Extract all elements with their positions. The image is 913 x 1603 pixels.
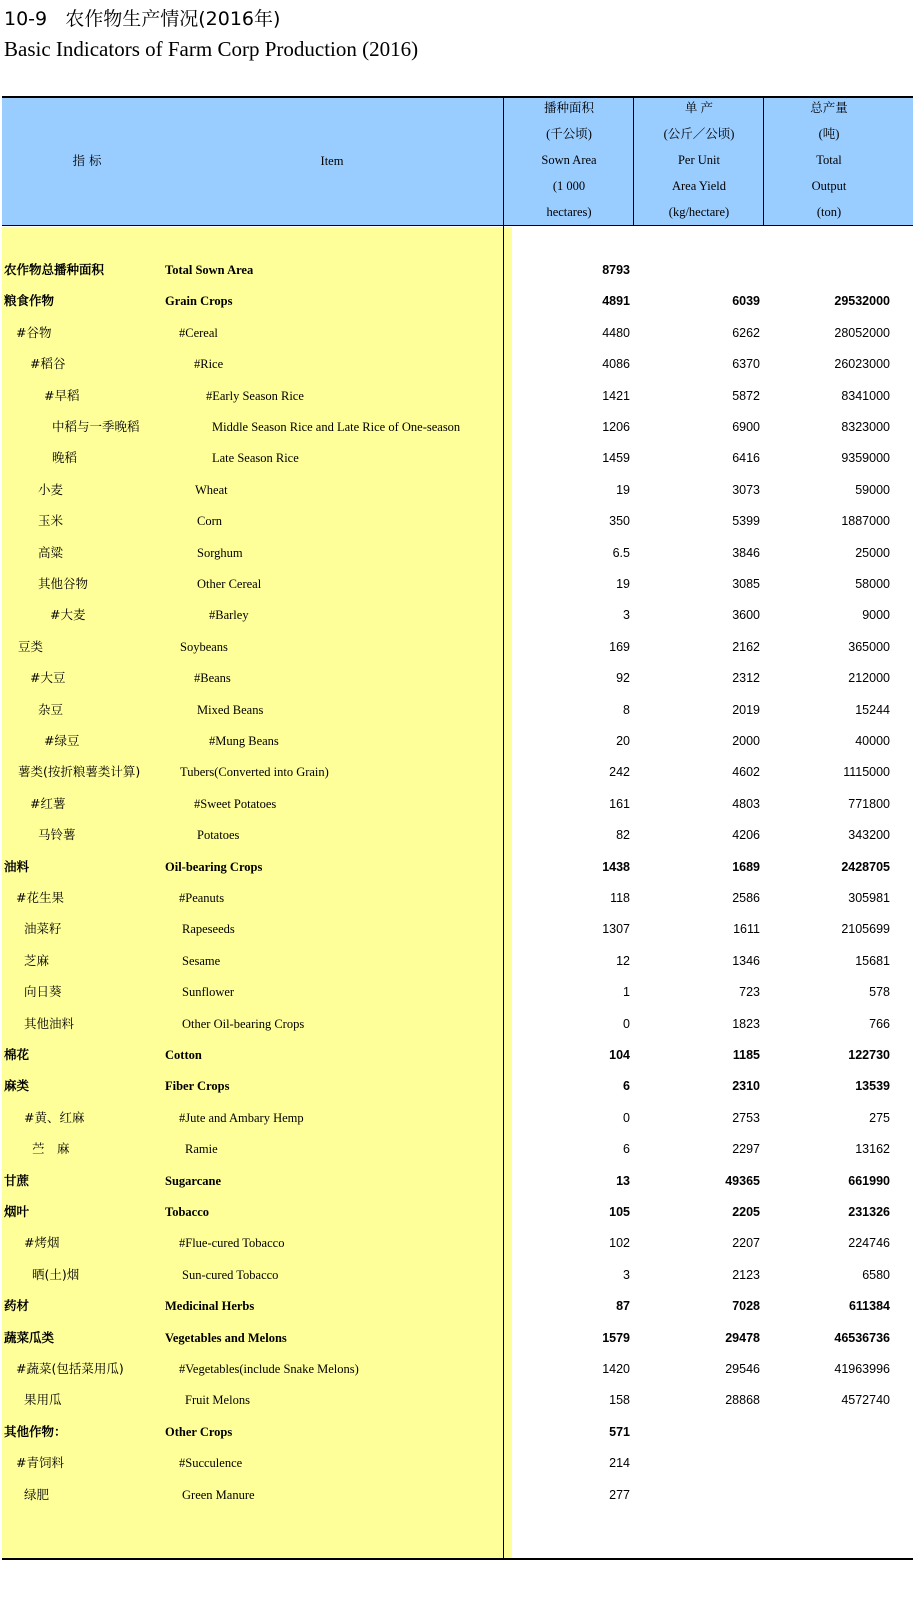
row-label-cn: 粮食作物 — [4, 293, 55, 309]
table-row — [0, 976, 913, 1008]
row-unit-yield: 6262 — [732, 325, 760, 340]
row-label-cn: #大豆 — [30, 670, 66, 686]
row-label-en: Other Crops — [165, 1424, 233, 1439]
table-row — [0, 411, 913, 443]
row-label-cn: 其他油料 — [24, 1015, 75, 1031]
row-unit-yield: 3846 — [732, 545, 760, 560]
row-total-output: 59000 — [855, 482, 890, 497]
table-row — [0, 1102, 913, 1134]
row-label-cn: #早稻 — [44, 387, 80, 403]
row-unit-yield: 2310 — [732, 1079, 760, 1094]
row-sown-area: 1459 — [602, 451, 630, 466]
table-row — [0, 317, 913, 349]
header-total-output: 总产量 (吨) Total Output (ton) — [810, 101, 848, 219]
row-label-en: #Flue-cured Tobacco — [179, 1236, 285, 1251]
row-total-output: 1115000 — [843, 765, 890, 780]
row-label-cn: 其他作物： — [4, 1423, 67, 1439]
table-row — [0, 819, 913, 851]
row-total-output: 224746 — [848, 1236, 890, 1251]
row-label-en: #Vegetables(include Snake Melons) — [179, 1362, 359, 1376]
row-unit-yield: 1689 — [732, 859, 760, 874]
table-row — [0, 1070, 913, 1102]
row-total-output: 122730 — [848, 1048, 890, 1062]
row-label-cn: 棉花 — [4, 1047, 30, 1062]
row-label-cn: 麻类 — [4, 1078, 30, 1094]
row-sown-area: 4480 — [602, 325, 630, 340]
row-label-cn: 中稻与一季晚稻 — [52, 419, 140, 434]
row-label-en: Grain Crops — [165, 294, 233, 309]
row-label-en: #Beans — [194, 671, 231, 686]
row-unit-yield: 1346 — [732, 953, 760, 968]
row-sown-area: 1579 — [602, 1330, 630, 1345]
row-label-cn: 薯类(按折粮薯类计算) — [18, 764, 141, 780]
row-label-en: Green Manure — [182, 1487, 255, 1502]
row-unit-yield: 6370 — [732, 357, 760, 372]
table-row — [0, 442, 913, 474]
row-total-output: 25000 — [855, 545, 890, 560]
row-label-cn: 果用瓜 — [24, 1392, 62, 1408]
row-unit-yield: 723 — [739, 985, 760, 1000]
row-total-output: 13539 — [855, 1079, 890, 1094]
row-sown-area: 6.5 — [612, 545, 630, 560]
row-total-output: 8341000 — [841, 388, 890, 403]
row-label-en: Sugarcane — [165, 1173, 222, 1188]
row-unit-yield: 2000 — [732, 734, 760, 748]
row-total-output: 771800 — [848, 796, 890, 811]
row-unit-yield: 1185 — [732, 1048, 760, 1062]
row-unit-yield: 28868 — [725, 1393, 760, 1408]
row-label-cn: 玉米 — [38, 513, 64, 529]
row-total-output: 212000 — [848, 671, 890, 686]
row-total-output: 8323000 — [841, 420, 890, 434]
row-label-en: Sesame — [182, 953, 221, 968]
row-sown-area: 104 — [609, 1048, 630, 1062]
row-label-en: #Sweet Potatoes — [194, 796, 277, 811]
row-label-cn: 高粱 — [38, 544, 64, 560]
row-total-output: 275 — [869, 1110, 890, 1125]
table-row — [0, 1384, 913, 1416]
row-total-output: 13162 — [855, 1142, 890, 1157]
row-label-en: Sunflower — [182, 985, 235, 1000]
row-total-output: 661990 — [848, 1173, 890, 1188]
row-unit-yield: 2586 — [732, 891, 760, 905]
table-row — [0, 505, 913, 537]
table-row — [0, 1416, 913, 1448]
row-label-cn: 蔬菜瓜类 — [4, 1329, 55, 1345]
row-label-en: Medicinal Herbs — [165, 1299, 255, 1314]
row-sown-area: 571 — [609, 1424, 630, 1439]
row-unit-yield: 7028 — [732, 1299, 760, 1314]
row-total-output: 578 — [869, 985, 890, 1000]
row-label-cn: #烤烟 — [24, 1235, 60, 1251]
row-sown-area: 13 — [616, 1173, 630, 1188]
row-label-cn: #红薯 — [30, 795, 66, 811]
row-unit-yield: 4602 — [732, 765, 760, 780]
row-sown-area: 161 — [609, 796, 630, 811]
row-label-en: Corn — [197, 514, 222, 529]
row-unit-yield: 1823 — [732, 1016, 760, 1031]
row-unit-yield: 2312 — [732, 671, 760, 686]
row-label-cn: 药材 — [4, 1298, 30, 1314]
table-row — [0, 788, 913, 820]
row-total-output: 4572740 — [841, 1393, 890, 1408]
row-label-en: Total Sown Area — [165, 263, 254, 277]
row-label-cn: 晒(土)烟 — [32, 1266, 80, 1282]
row-total-output: 9000 — [862, 608, 890, 623]
row-unit-yield: 5872 — [732, 388, 760, 403]
row-label-cn: 油料 — [4, 858, 30, 874]
row-unit-yield: 2297 — [732, 1142, 760, 1157]
header-item-en: Item — [320, 154, 344, 168]
table-row — [0, 1447, 913, 1479]
row-total-output: 9359000 — [841, 451, 890, 466]
row-total-output: 40000 — [855, 734, 890, 748]
row-unit-yield: 2162 — [732, 639, 760, 654]
row-total-output: 2105699 — [841, 922, 890, 937]
table-row — [0, 851, 913, 883]
row-unit-yield: 29546 — [725, 1362, 760, 1376]
table-row — [0, 348, 913, 380]
row-label-en: Tobacco — [165, 1205, 209, 1219]
row-unit-yield: 6900 — [732, 420, 760, 434]
row-label-cn: #绿豆 — [44, 733, 80, 748]
row-sown-area: 4086 — [602, 357, 630, 372]
row-total-output: 15244 — [855, 702, 890, 717]
table-row — [0, 599, 913, 631]
row-unit-yield: 2205 — [732, 1205, 760, 1219]
row-total-output: 611384 — [848, 1299, 890, 1314]
table-row — [0, 1259, 913, 1291]
row-label-cn: #青饲料 — [16, 1455, 64, 1471]
row-label-en: Tubers(Converted into Grain) — [180, 765, 329, 780]
table-row — [0, 1008, 913, 1040]
table-row — [0, 1196, 913, 1228]
row-unit-yield: 2123 — [732, 1267, 760, 1282]
table-title-cn — [4, 4, 280, 31]
row-label-cn: 向日葵 — [24, 984, 62, 1000]
row-total-output: 15681 — [855, 953, 890, 968]
table-row — [0, 913, 913, 945]
row-sown-area: 92 — [616, 671, 630, 686]
row-label-en: Fruit Melons — [185, 1393, 250, 1408]
row-total-output: 28052000 — [834, 325, 890, 340]
row-label-cn: #蔬菜(包括菜用瓜) — [16, 1361, 124, 1376]
row-sown-area: 102 — [609, 1236, 630, 1251]
row-sown-area: 3 — [623, 1267, 630, 1282]
row-unit-yield: 2753 — [732, 1110, 760, 1125]
row-label-en: Rapeseeds — [182, 922, 235, 937]
row-sown-area: 6 — [623, 1142, 630, 1157]
row-sown-area: 1421 — [602, 388, 630, 403]
row-sown-area: 242 — [609, 765, 630, 780]
table-row — [0, 694, 913, 726]
row-sown-area: 19 — [616, 577, 630, 591]
row-total-output: 6580 — [862, 1267, 890, 1282]
table-row — [0, 1039, 913, 1071]
row-sown-area: 158 — [609, 1393, 630, 1408]
row-sown-area: 8 — [623, 702, 630, 717]
row-label-cn: 小麦 — [38, 481, 64, 497]
row-sown-area: 1307 — [602, 922, 630, 937]
row-label-cn: 苎 麻 — [32, 1141, 70, 1157]
row-sown-area: 277 — [609, 1487, 630, 1502]
row-unit-yield: 4206 — [732, 828, 760, 843]
row-sown-area: 4891 — [602, 294, 630, 309]
table-row — [0, 537, 913, 569]
row-label-en: Vegetables and Melons — [165, 1330, 287, 1345]
row-label-en: Wheat — [195, 482, 228, 497]
row-total-output: 766 — [869, 1016, 890, 1031]
header-indicator-cn: 指 标 — [72, 153, 102, 168]
row-label-en: #Succulence — [179, 1456, 243, 1471]
row-label-en: Late Season Rice — [212, 451, 299, 466]
row-unit-yield: 5399 — [732, 514, 760, 529]
row-unit-yield: 3073 — [732, 482, 760, 497]
row-label-en: #Early Season Rice — [206, 388, 304, 403]
table-row — [0, 1165, 913, 1197]
table-row — [0, 568, 913, 600]
row-label-en: #Rice — [194, 357, 224, 372]
row-label-cn: 马铃薯 — [38, 827, 76, 843]
row-label-cn: #黄、红麻 — [24, 1109, 85, 1125]
table-number: 10-9 — [4, 8, 48, 30]
table-row — [0, 254, 913, 286]
row-label-cn: #稻谷 — [30, 356, 66, 372]
row-total-output: 41963996 — [834, 1362, 890, 1376]
row-unit-yield: 49365 — [725, 1173, 760, 1188]
row-total-output: 46536736 — [834, 1330, 890, 1345]
table-row — [0, 1227, 913, 1259]
row-unit-yield: 3085 — [732, 577, 760, 591]
row-sown-area: 118 — [610, 891, 630, 905]
row-sown-area: 105 — [609, 1205, 630, 1219]
row-label-cn: 甘蔗 — [4, 1172, 30, 1188]
row-unit-yield: 29478 — [725, 1330, 760, 1345]
column-divider-yield — [763, 98, 764, 225]
row-label-cn: 农作物总播种面积 — [4, 262, 105, 277]
row-label-en: Soybeans — [180, 639, 228, 654]
row-label-en: Oil-bearing Crops — [165, 859, 263, 874]
row-label-cn: 杂豆 — [38, 701, 64, 717]
table-row — [0, 882, 913, 914]
row-label-cn: #花生果 — [16, 890, 64, 905]
table-row — [0, 1322, 913, 1354]
row-label-en: #Peanuts — [179, 891, 225, 905]
column-divider-area — [633, 98, 634, 225]
row-label-en: Middle Season Rice and Late Rice of One-season — [212, 420, 461, 434]
row-sown-area: 8793 — [602, 263, 630, 277]
table-row — [0, 1133, 913, 1165]
row-label-en: Cotton — [165, 1048, 202, 1062]
row-sown-area: 1438 — [602, 859, 630, 874]
table-row — [0, 945, 913, 977]
header-unit-yield: 单 产 (公斤／公顷) Per Unit Area Yield (kg/hectare) — [663, 101, 735, 219]
title-cn-text: 农作物生产情况(2016年) — [65, 8, 281, 30]
row-sown-area: 87 — [616, 1299, 630, 1314]
row-label-en: Ramie — [185, 1142, 218, 1157]
row-label-en: #Jute and Ambary Hemp — [179, 1110, 304, 1125]
row-label-cn: 绿肥 — [24, 1486, 50, 1502]
row-sown-area: 169 — [609, 639, 630, 654]
row-total-output: 343200 — [848, 828, 890, 843]
row-label-en: #Barley — [209, 608, 249, 623]
row-label-en: Sorghum — [197, 545, 243, 560]
row-sown-area: 20 — [616, 734, 630, 748]
row-total-output: 1887000 — [841, 514, 890, 529]
row-label-en: Other Oil-bearing Crops — [182, 1016, 305, 1031]
table-row — [0, 285, 913, 317]
row-label-en: Mixed Beans — [197, 702, 264, 717]
table-header — [2, 98, 913, 226]
table-row — [0, 662, 913, 694]
row-unit-yield: 6416 — [732, 451, 760, 466]
row-sown-area: 1206 — [602, 420, 630, 434]
row-unit-yield: 2207 — [732, 1236, 760, 1251]
row-total-output: 26023000 — [834, 357, 890, 372]
row-unit-yield: 3600 — [732, 608, 760, 623]
row-label-en: Other Cereal — [197, 577, 262, 591]
table-row — [0, 725, 913, 757]
row-label-cn: 芝麻 — [24, 952, 50, 968]
row-label-en: #Cereal — [179, 325, 218, 340]
row-label-cn: #大麦 — [50, 607, 86, 623]
row-total-output: 58000 — [855, 577, 890, 591]
table-row — [0, 474, 913, 506]
row-sown-area: 1420 — [602, 1362, 630, 1376]
row-unit-yield: 2019 — [732, 702, 760, 717]
header-sown-area: 播种面积 (千公顷) Sown Area (1 000 hectares) — [541, 101, 597, 219]
row-sown-area: 82 — [616, 828, 630, 843]
row-label-cn: 烟叶 — [4, 1204, 30, 1219]
row-label-en: Fiber Crops — [165, 1079, 230, 1094]
row-label-cn: 豆类 — [18, 638, 44, 654]
row-unit-yield: 1611 — [733, 922, 760, 937]
row-unit-yield: 6039 — [732, 294, 760, 309]
row-sown-area: 214 — [609, 1456, 630, 1471]
table-row — [0, 756, 913, 788]
table-row — [0, 1479, 913, 1511]
table-title-en: Basic Indicators of Farm Corp Production (2016) — [4, 37, 419, 61]
table-row — [0, 1290, 913, 1322]
row-total-output: 29532000 — [834, 294, 890, 309]
row-sown-area: 19 — [616, 482, 630, 497]
row-sown-area: 1 — [623, 985, 630, 1000]
row-label-cn: 油菜籽 — [24, 921, 62, 937]
row-label-en: Sun-cured Tobacco — [182, 1267, 279, 1282]
row-label-en: Potatoes — [197, 828, 240, 843]
row-sown-area: 0 — [623, 1110, 630, 1125]
row-label-en: #Mung Beans — [209, 734, 279, 748]
row-sown-area: 0 — [623, 1016, 630, 1031]
row-label-cn: #谷物 — [16, 324, 52, 340]
row-unit-yield: 4803 — [732, 796, 760, 811]
row-total-output: 365000 — [848, 639, 890, 654]
row-sown-area: 12 — [616, 953, 630, 968]
row-sown-area: 6 — [623, 1079, 630, 1094]
row-label-cn: 其他谷物 — [38, 576, 89, 591]
row-sown-area: 350 — [609, 514, 630, 529]
row-total-output: 305981 — [848, 891, 890, 905]
row-sown-area: 3 — [623, 608, 630, 623]
table-row — [0, 1353, 913, 1385]
table-bottom-border — [2, 1558, 913, 1560]
row-total-output: 231326 — [848, 1205, 890, 1219]
row-label-cn: 晚稻 — [52, 450, 78, 466]
table-row — [0, 380, 913, 412]
table-row — [0, 631, 913, 663]
row-total-output: 2428705 — [841, 859, 890, 874]
